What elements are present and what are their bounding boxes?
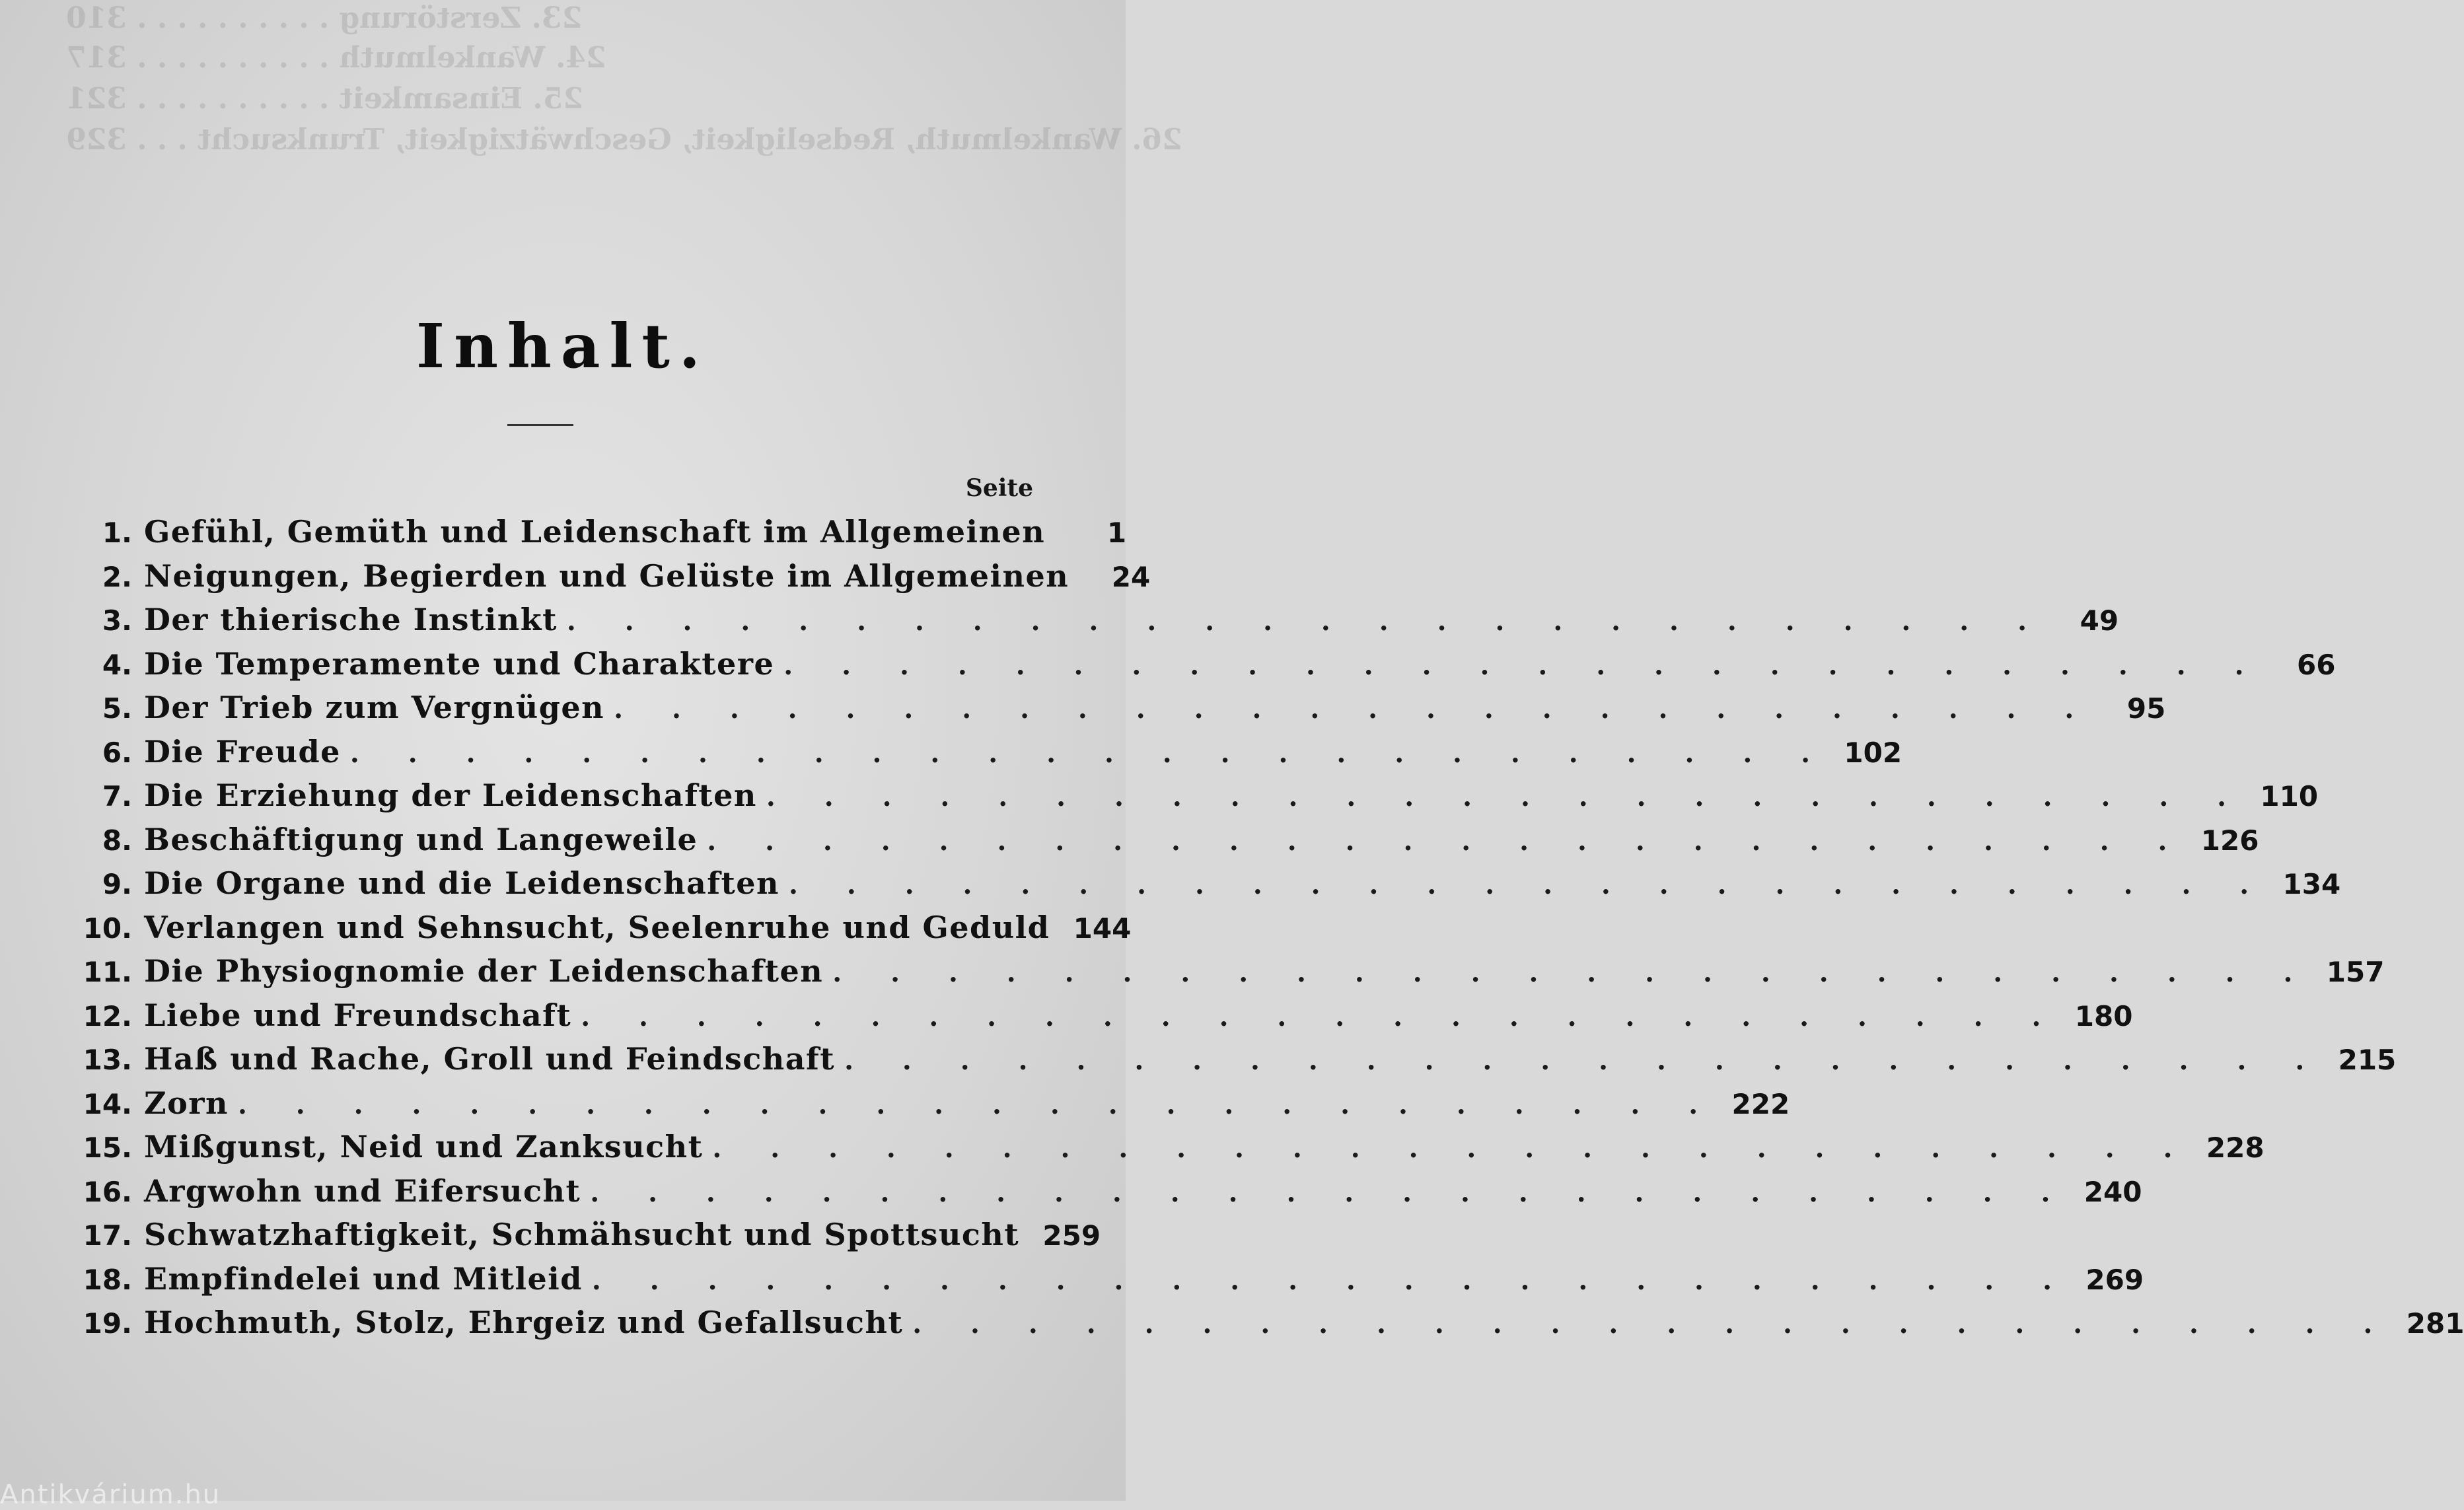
entry-number: 19. bbox=[83, 1307, 132, 1340]
bleed-through-text bbox=[66, 0, 1182, 502]
entry-page: 102 bbox=[1844, 736, 1902, 769]
entry-title: Die Temperamente und Charaktere bbox=[144, 645, 775, 682]
entry-title: Die Freude bbox=[144, 733, 341, 770]
dot-leader: . . . . . . . . . . . . . . . . . . . . . . . . . . bbox=[591, 1264, 2072, 1296]
entry-page: 144 bbox=[1073, 912, 1132, 945]
entry-title: Die Physiognomie der Leidenschaften bbox=[144, 953, 824, 989]
toc-entry bbox=[59, 993, 2133, 1038]
entry-number: 12. bbox=[83, 999, 132, 1032]
bleed-line: 24. Wankelmuth . . . . . . . . . . 317 bbox=[66, 41, 606, 75]
toc-entry bbox=[59, 554, 1151, 598]
entry-page: 126 bbox=[2200, 824, 2259, 857]
entry-number: 1. bbox=[102, 517, 132, 549]
dot-leader: . . . . . . . . . . . . . . . . . . . . . . . . . . bbox=[237, 1089, 1718, 1120]
toc-entry bbox=[59, 1125, 2265, 1169]
entry-number: 6. bbox=[102, 736, 132, 769]
entry-page: 134 bbox=[2282, 868, 2341, 900]
dot-leader: . . . . . . . . . . . . . . . . . . . . . . . . . . bbox=[789, 869, 2269, 900]
entry-number: 7. bbox=[102, 780, 132, 812]
entry-title: Haß und Rache, Groll und Feindschaft bbox=[144, 1041, 836, 1077]
entry-page: 95 bbox=[2126, 692, 2166, 725]
dot-leader: . . . . . . . . . . . . . . . . . . . . . . . . . . bbox=[581, 1001, 2061, 1032]
entry-page: 180 bbox=[2074, 999, 2133, 1032]
entry-page: 259 bbox=[1042, 1219, 1101, 1252]
entry-title: Verlangen und Sehnsucht, Seelenruhe und Geduld bbox=[144, 909, 1050, 945]
toc-entry bbox=[59, 686, 2166, 730]
toc-entry bbox=[59, 730, 1902, 774]
entry-page: 281 bbox=[2406, 1307, 2464, 1340]
page-title: Inhalt. bbox=[416, 310, 709, 382]
dot-leader: . . . . . . . . . . . . . . . . . . . . . . . . . . bbox=[590, 1176, 2070, 1208]
entry-number: 14. bbox=[83, 1087, 132, 1120]
toc-entry bbox=[59, 510, 1127, 554]
entry-page: 240 bbox=[2084, 1175, 2142, 1208]
toc-entry bbox=[59, 818, 2259, 862]
bleed-line: 25. Einsamkeit . . . . . . . . . . 321 bbox=[66, 82, 583, 116]
toc-entry bbox=[59, 1081, 1790, 1126]
dot-leader: . . . . . . . . . . . . . . . . . . . . . . . . . . bbox=[844, 1045, 2325, 1076]
entry-page: 66 bbox=[2297, 648, 2336, 681]
entry-number: 5. bbox=[102, 692, 132, 725]
entry-title: Mißgunst, Neid und Zanksucht bbox=[144, 1129, 704, 1165]
toc-entry bbox=[59, 1037, 2397, 1081]
entry-title: Zorn bbox=[144, 1085, 229, 1121]
bleed-line: 23. Zerstörung . . . . . . . . . . 310 bbox=[66, 1, 583, 35]
title-divider bbox=[507, 424, 573, 426]
entry-number: 8. bbox=[102, 824, 132, 857]
entry-number: 9. bbox=[102, 868, 132, 900]
entry-title: Schwatzhaftigkeit, Schmähsucht und Spottsucht bbox=[144, 1217, 1020, 1252]
bleed-line: 26. Wankelmuth, Redseligkeit, Geschwätzigkeit, Trunksucht . . . 329 bbox=[66, 123, 1182, 157]
entry-page: 222 bbox=[1731, 1087, 1790, 1120]
entry-number: 3. bbox=[102, 604, 132, 637]
entry-title: Liebe und Freundschaft bbox=[144, 997, 572, 1033]
toc-entry bbox=[59, 1213, 1101, 1257]
entry-number: 11. bbox=[83, 956, 132, 988]
entry-number: 15. bbox=[83, 1132, 132, 1164]
toc-entry bbox=[59, 598, 2119, 642]
entry-page: 215 bbox=[2338, 1044, 2397, 1076]
toc-entry bbox=[59, 906, 1132, 950]
entry-page: 157 bbox=[2326, 956, 2385, 988]
dot-leader: . . . . . . . . . . . . . . . . . . . . . . . . . . bbox=[707, 825, 2187, 857]
toc-entry bbox=[59, 773, 2319, 818]
dot-leader: . . . . . . . . . . . . . . . . . . . . . . . . . . bbox=[912, 1309, 2393, 1340]
dot-leader: . . . . . . . . . . . . . . . . . . . . . . . . . . bbox=[566, 606, 2047, 637]
toc-entry bbox=[59, 1301, 2464, 1345]
watermark: Antikvárium.hu bbox=[0, 1480, 221, 1510]
entry-title: Gefühl, Gemüth und Leidenschaft im Allgemeinen bbox=[144, 514, 1046, 550]
entry-title: Empfindelei und Mitleid bbox=[144, 1260, 583, 1297]
toc-entry bbox=[59, 1257, 2144, 1301]
dot-leader: . . . . . . . . . . . . . . . . . . . . . . . . . . bbox=[712, 1133, 2192, 1164]
entry-title: Neigungen, Begierden und Gelüste im Allgemeinen bbox=[144, 557, 1069, 594]
entry-page: 110 bbox=[2260, 780, 2319, 812]
entry-page: 24 bbox=[1111, 560, 1151, 593]
entry-number: 18. bbox=[83, 1263, 132, 1296]
entry-title: Die Organe und die Leidenschaften bbox=[144, 865, 779, 901]
table-of-contents bbox=[59, 510, 2464, 1345]
toc-entry bbox=[59, 949, 2385, 993]
dot-leader: . . . . . . . . . . . . . . . . . . . . . . . . . . bbox=[349, 737, 1830, 769]
dot-leader: . . . . . . . . . . . . . . . . . . . . . . . . . . bbox=[766, 781, 2247, 812]
entry-number: 16. bbox=[83, 1175, 132, 1208]
toc-entry bbox=[59, 1169, 2142, 1213]
entry-title: Der Trieb zum Vergnügen bbox=[144, 690, 605, 725]
page-column-header: Seite bbox=[965, 474, 1033, 502]
entry-page: 228 bbox=[2206, 1132, 2265, 1164]
entry-page: 1 bbox=[1106, 517, 1127, 549]
entry-number: 10. bbox=[83, 912, 132, 945]
entry-number: 4. bbox=[102, 648, 132, 681]
entry-title: Beschäftigung und Langeweile bbox=[144, 821, 698, 857]
dot-leader: . . . . . . . . . . . . . . . . . . . . . . . . . . bbox=[783, 649, 2264, 681]
entry-page: 269 bbox=[2085, 1263, 2144, 1296]
entry-number: 17. bbox=[83, 1219, 132, 1252]
entry-title: Der thierische Instinkt bbox=[144, 602, 558, 637]
toc-entry bbox=[59, 642, 2336, 686]
dot-leader: . . . . . . . . . . . . . . . . . . . . . . . . . . bbox=[832, 957, 2313, 988]
entry-number: 2. bbox=[102, 560, 132, 593]
entry-page: 49 bbox=[2080, 604, 2119, 637]
toc-entry bbox=[59, 861, 2341, 906]
entry-number: 13. bbox=[83, 1044, 132, 1076]
entry-title: Hochmuth, Stolz, Ehrgeiz und Gefallsucht bbox=[144, 1305, 904, 1340]
entry-title: Argwohn und Eifersucht bbox=[144, 1172, 581, 1209]
dot-leader: . . . . . . . . . . . . . . . . . . . . . . . . . . bbox=[614, 694, 2094, 725]
entry-title: Die Erziehung der Leidenschaften bbox=[144, 777, 757, 813]
